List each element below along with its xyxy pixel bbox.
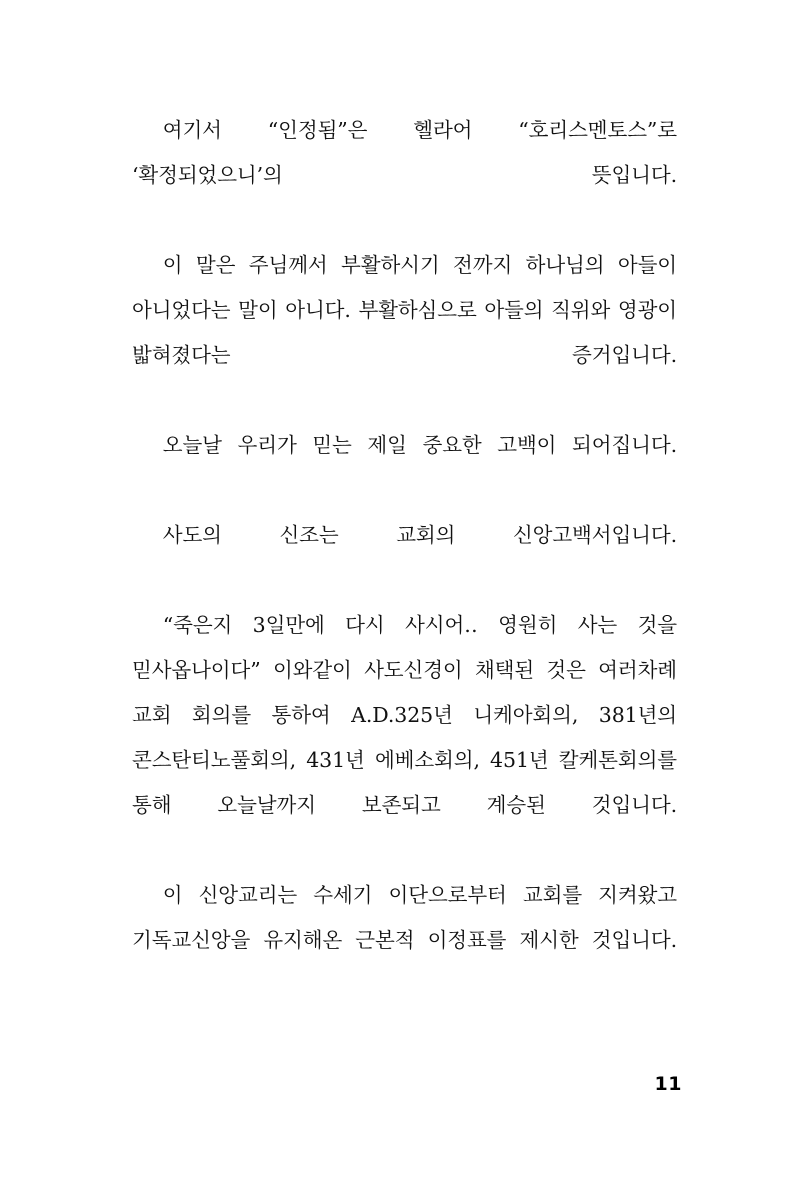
paragraph-1: 여기서 “인정됨”은 헬라어 “호리스멘토스”로 ‘확정되었으니’의 뜻입니다. [132, 118, 677, 187]
paragraph-4: 사도의 신조는 교회의 신앙고백서입니다. [162, 523, 677, 547]
paragraph-6: 이 신앙교리는 수세기 이단으로부터 교회를 지켜왔고 기독교신앙을 유지해온 근본적 이정표를 제시한 것입니다. [132, 883, 677, 952]
paragraph-5: “죽은지 3일만에 다시 사시어‥ 영원히 사는 것을 믿사옵나이다” 이와같이 사도신경이 채택된 것은 여러차례 교회 회의를 통하여 A.D.325년 니케아회의, 381년의 콘스탄티노풀회의, 431년 에베소회의, 451년 칼케톤회의를 통해 오늘날까지 보존되고 계승된 것입니다. [132, 613, 677, 817]
paragraph-3: 오늘날 우리가 믿는 제일 중요한 고백이 되어집니다. [162, 433, 677, 457]
paragraph-2: 이 말은 주님께서 부활하시기 전까지 하나님의 아들이 아니었다는 말이 아니다. 부활하심으로 아들의 직위와 영광이 밟혀졌다는 증거입니다. [132, 253, 677, 367]
body-text [132, 108, 677, 1008]
page-number: 11 [654, 1073, 682, 1095]
